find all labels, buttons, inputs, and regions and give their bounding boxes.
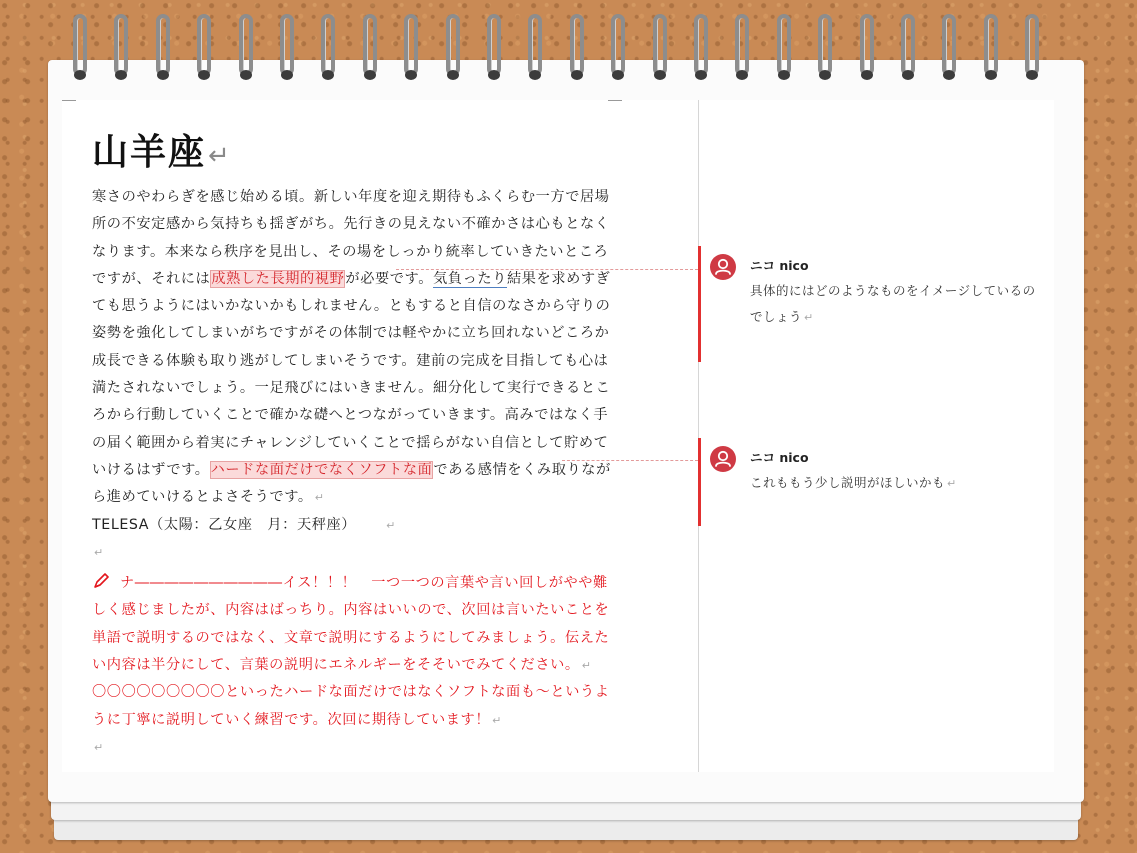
- binding-ring: [608, 14, 630, 84]
- binding-ring: [815, 14, 837, 84]
- margin-mark: [62, 100, 76, 101]
- document-view: [62, 100, 1054, 772]
- commented-phrase-1[interactable]: 成熟した長期的視野: [211, 270, 345, 287]
- margin-mark: [608, 100, 622, 101]
- binding-ring: [857, 14, 879, 84]
- comment-author: ニコ nico: [750, 450, 809, 465]
- title-text: 山羊座: [92, 132, 207, 173]
- essay-text: 寒さのやわらぎを感じ始める頃。新しい年度を迎え期待もふくらむ一方で居場所の不安定感から気持ちも揺ぎがち。先行きの見えない不確かさは心もとなくなります。本来なら秩序を見出し、その場をしっかり統率していきたいところですが、それには: [92, 189, 610, 287]
- binding-ring: [360, 14, 382, 84]
- binding-ring: [318, 14, 340, 84]
- comment-anchor-line: [562, 460, 698, 461]
- signature-text: TELESA（太陽：乙女座 月：天秤座）: [92, 516, 357, 533]
- paragraph-mark-icon: ↵: [386, 518, 396, 532]
- binding-ring: [111, 14, 133, 84]
- essay-body[interactable]: [92, 184, 617, 761]
- binding-ring: [236, 14, 258, 84]
- comment-marker: [698, 438, 701, 526]
- binding-ring: [194, 14, 216, 84]
- commented-phrase-2[interactable]: ハードな面だけでなくソフトな面: [210, 461, 433, 478]
- binding-ring: [70, 14, 92, 84]
- essay-text: が必要です。: [345, 270, 433, 287]
- binding-ring: [981, 14, 1003, 84]
- binding-ring: [691, 14, 713, 84]
- paragraph-mark-icon: ↵: [94, 740, 104, 754]
- underlined-phrase: 気負ったり: [433, 270, 507, 287]
- binding-ring: [277, 14, 299, 84]
- binding-ring: [567, 14, 589, 84]
- paragraph-mark-icon: ↵: [581, 659, 592, 673]
- comment-balloon-1[interactable]: [698, 246, 1038, 362]
- binding-ring: [898, 14, 920, 84]
- comment-anchor-line: [396, 269, 698, 270]
- comment-author: ニコ nico: [750, 258, 809, 273]
- empty-line: [92, 539, 617, 566]
- binding-ring: [443, 14, 465, 84]
- comment-body: [750, 470, 1040, 497]
- paragraph-mark-icon: ↵: [314, 491, 325, 505]
- feedback-paragraph-1: [92, 570, 617, 679]
- comment-balloon-2[interactable]: [698, 438, 1038, 526]
- paragraph-mark-icon: ↵: [208, 141, 232, 171]
- binding-ring: [774, 14, 796, 84]
- binding-ring: [525, 14, 547, 84]
- feedback-paragraph-2: [92, 679, 617, 734]
- binding-ring: [401, 14, 423, 84]
- essay-text: である感情をくみ取りながら進めていけるとよさそうです。: [92, 461, 611, 506]
- spiral-binding: [70, 14, 1050, 90]
- paragraph-mark-icon: ↵: [94, 545, 104, 559]
- essay-paragraph: [92, 184, 617, 512]
- comment-text: 具体的にはどのようなものをイメージしているのでしょう: [750, 283, 1036, 324]
- pencil-icon: [92, 575, 120, 591]
- comment-body: [750, 278, 1040, 331]
- paragraph-mark-icon: ↵: [804, 311, 814, 324]
- essay-text: 結果を求めすぎても思うようにはいかないかもしれません。ともすると自信のなさから守りの姿勢を強化してしまいがちですがその体制では軽やかに立ち回れないどころか成長できる体験も取り逃がしてしまいそうです。建前の完成を目指しても心は満たされないでしょう。一足飛びにはいきません。細分化して実行できるところから行動していくことで確かな礎へとつながっていきます。高みではなく手の届く範囲から着実にチャレンジしていくことで揺らがない自信として貯めていけるはずです。: [92, 270, 611, 478]
- comment-pane-divider: [698, 100, 699, 772]
- feedback-text: 〇〇〇〇〇〇〇〇〇といったハードな面だけではなくソフトな面も～というように丁寧に説明していく練習です。次回に期待しています！: [92, 684, 610, 728]
- comment-marker: [698, 246, 701, 362]
- binding-ring: [1022, 14, 1044, 84]
- user-avatar-icon: [710, 254, 736, 280]
- signature-line: [92, 512, 617, 539]
- paragraph-mark-icon: ↵: [492, 713, 502, 727]
- feedback-text: ナ――――――――――イス！！！ 一つ一つの言葉や言い回しがやや難しく感じましたが、内容はばっちり。内容はいいので、次回は言いたいことを単語で説明するのではなく、文章で説明にするようにしてみましょう。伝えたい内容は半分にして、言葉の説明にエネルギーをそそいでみてください。: [92, 575, 610, 674]
- comment-text: これももう少し説明がほしいかも: [750, 475, 946, 490]
- binding-ring: [153, 14, 175, 84]
- binding-ring: [484, 14, 506, 84]
- page-title: [92, 124, 232, 175]
- binding-ring: [732, 14, 754, 84]
- paragraph-mark-icon: ↵: [947, 477, 957, 490]
- binding-ring: [650, 14, 672, 84]
- user-avatar-icon: [710, 446, 736, 472]
- binding-ring: [939, 14, 961, 84]
- empty-line: [92, 734, 617, 761]
